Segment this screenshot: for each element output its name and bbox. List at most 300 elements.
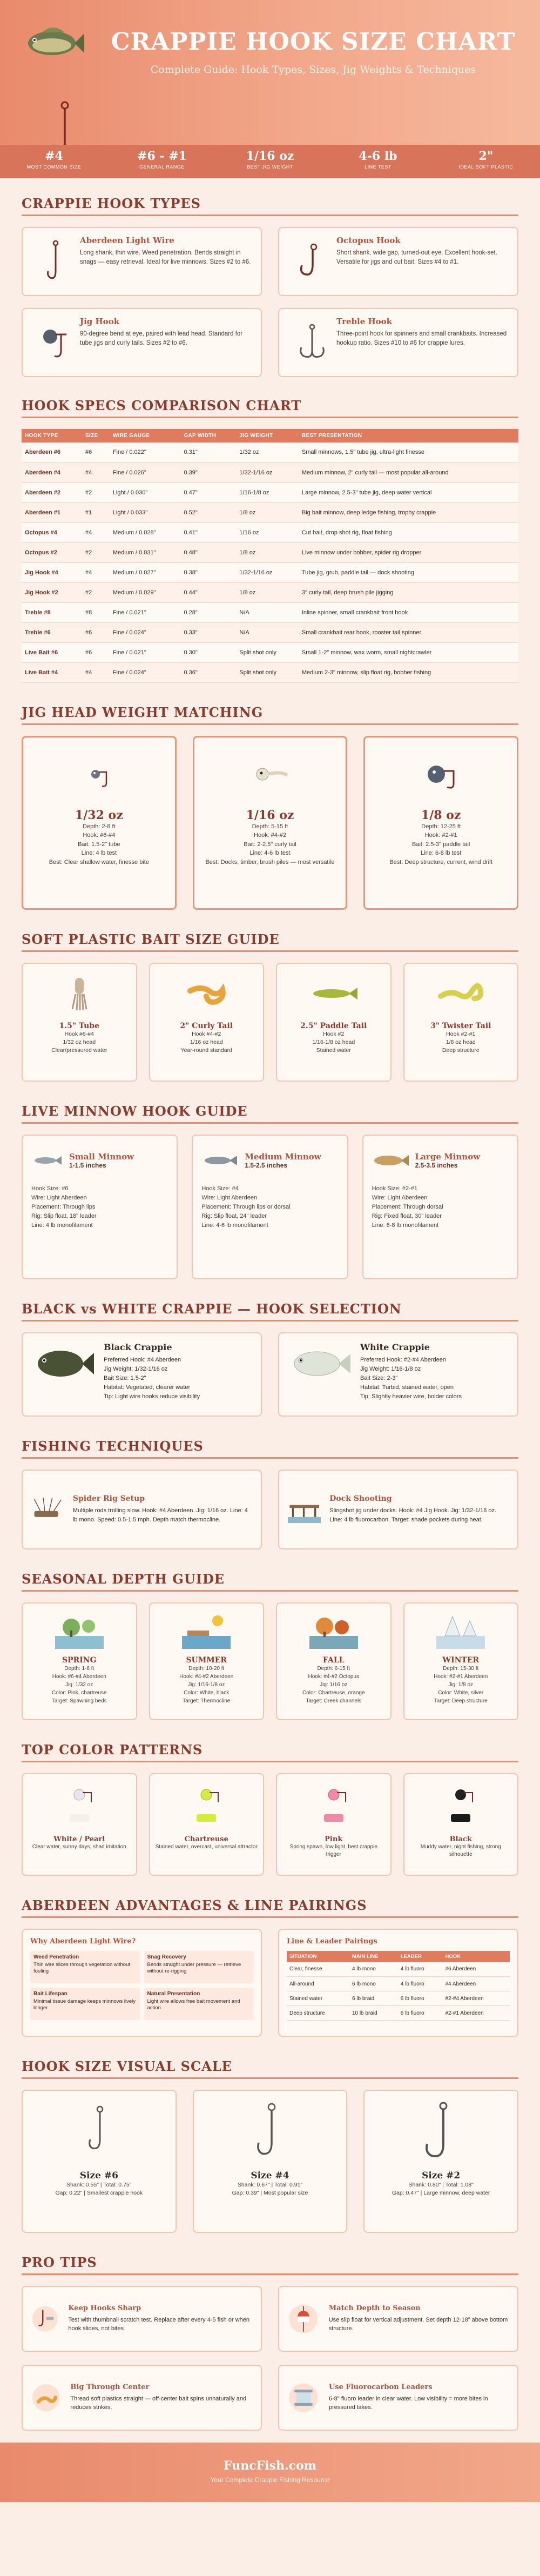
table-cell: Tube jig, grub, paddle tail — dock shooting: [299, 562, 518, 582]
pink-jig-icon: [312, 1784, 355, 1827]
twister-tail-icon: [436, 975, 485, 1012]
crappie-detail: Preferred Hook: #4 Aberdeen: [104, 1356, 181, 1363]
table-row: [287, 1962, 510, 1977]
table-cell: Octopus #2: [22, 542, 82, 562]
season-detail: Depth: 6-15 ft: [317, 1665, 350, 1672]
footer-tagline: Your Complete Crappie Fishing Resource: [210, 2476, 330, 2484]
bait-use: Year-round standard: [180, 1046, 232, 1054]
lines-header-cell: MAIN LINE: [349, 1951, 398, 1962]
table-cell: Medium / 0.029": [110, 582, 181, 602]
table-cell: Light / 0.033": [110, 502, 181, 522]
season-detail: Jig: 1/16-1/8 oz: [188, 1681, 225, 1688]
table-cell: #4: [82, 662, 110, 682]
tip-card: [278, 2286, 518, 2352]
jig-weight: 1/8 oz: [421, 808, 461, 822]
crappie-detail: Habitat: Turbid, stained water, open: [360, 1384, 454, 1391]
jig-line: Line: 6-8 lb test: [421, 850, 462, 856]
table-cell: Split shot only: [236, 642, 298, 662]
stat-item: #4 MOST COMMON SIZE: [26, 149, 82, 170]
soft-plastic-card: [276, 963, 392, 1082]
stats-bar: [0, 145, 540, 178]
medium-jig-icon: [248, 759, 292, 791]
table-cell: #6: [82, 442, 110, 462]
chartreuse-jig-icon: [185, 1784, 228, 1827]
jig-bait: Bait: 1.5-2" tube: [78, 841, 120, 848]
hook-size-2-icon: [420, 2102, 463, 2161]
black-white-section: [0, 1291, 540, 1417]
season-name: SPRING: [62, 1655, 97, 1665]
advantages-section: [0, 1888, 540, 2037]
advantage-item: Weed Penetration Thin wire slices through vegetation without fouling: [30, 1951, 140, 1983]
season-name: WINTER: [442, 1655, 480, 1665]
why-title: Why Aberdeen Light Wire?: [30, 1937, 136, 1946]
minnow-detail: Placement: Through lips: [31, 1203, 96, 1210]
hook-type-card: [22, 308, 262, 377]
table-row: [22, 622, 518, 642]
minnow-detail: Hook Size: #2-#1: [372, 1185, 418, 1192]
advantage-item: Natural Presentation Light wire allows free bait movement and action: [144, 1988, 254, 2020]
table-cell: Octopus #4: [22, 522, 82, 542]
table-cell: Live Bait #6: [22, 642, 82, 662]
specs-header-cell: WIRE GAUGE: [110, 429, 181, 442]
black-crappie-icon: [31, 1342, 96, 1385]
table-cell: 6 lb mono: [349, 1977, 398, 1991]
technique-card: [22, 1470, 262, 1549]
page-title: CRAPPIE HOOK SIZE CHART: [111, 28, 516, 56]
table-cell: 0.28": [180, 602, 236, 622]
bait-use: Deep structure: [442, 1046, 480, 1054]
hook-scale-card: [363, 2090, 518, 2233]
season-detail: Target: Spawning beds: [51, 1698, 107, 1704]
technique-name: Dock Shooting: [329, 1494, 392, 1503]
hook-type-name: Jig Hook: [80, 317, 120, 326]
table-cell: Medium / 0.028": [110, 522, 181, 542]
hook-size-gap: Gap: 0.22" | Smallest crappie hook: [55, 2190, 143, 2197]
soft-plastic-card: [403, 963, 519, 1082]
color-card: [276, 1773, 392, 1876]
soft-bait-icon: [30, 2379, 62, 2417]
tip-name: Big Through Center: [70, 2383, 150, 2391]
soft-plastic-section: [0, 922, 540, 1082]
technique-desc: Slingshot jig under docks. Hook: #4 Jig Hook. Jig: 1/32-1/16 oz. Line: 4 lb fluorocarbon. Target: shade pockets during heat.: [329, 1507, 497, 1523]
table-cell: 6 lb fluoro: [398, 1991, 443, 2006]
color-desc: Spring spawn, low light, best crappie trigger: [289, 1843, 377, 1857]
stat-item: #6 - #1 GENERAL RANGE: [137, 149, 187, 170]
season-detail: Hook: #4-#2 Octopus: [308, 1673, 359, 1680]
specs-header-cell: HOOK TYPE: [22, 429, 82, 442]
bait-hook: Hook #4-#2: [192, 1030, 221, 1037]
bait-head: 1/8 oz head: [446, 1038, 476, 1045]
table-row: [22, 462, 518, 482]
season-name: FALL: [322, 1655, 345, 1665]
table-cell: 1/8 oz: [236, 582, 298, 602]
hook-size-4-icon: [251, 2102, 289, 2161]
section-title: JIG HEAD WEIGHT MATCHING: [22, 695, 518, 725]
bait-head: 1/16-1/8 oz head: [312, 1038, 355, 1045]
minnow-name: Medium Minnow: [245, 1151, 321, 1162]
table-cell: 0.44": [180, 582, 236, 602]
white-crappie-icon: [288, 1342, 353, 1385]
table-row: [22, 522, 518, 542]
season-detail: Hook: #6-#4 Aberdeen: [52, 1673, 106, 1680]
colors-section: [0, 1732, 540, 1876]
jig-best: Best: Clear shallow water, finesse bite: [49, 858, 149, 866]
minnow-detail: Line: 4 lb monofilament: [31, 1222, 93, 1229]
table-cell: 1/32 oz: [236, 442, 298, 462]
hook-size-6-icon: [83, 2102, 115, 2161]
crappie-name: Black Crappie: [104, 1341, 172, 1352]
table-cell: #1: [82, 502, 110, 522]
crappie-fish-icon: [21, 22, 85, 62]
table-cell: #4: [82, 462, 110, 482]
black-jig-icon: [439, 1784, 482, 1827]
tip-card: [22, 2365, 262, 2431]
color-card: [149, 1773, 265, 1876]
techniques-section: [0, 1428, 540, 1549]
table-cell: Stained water: [287, 1991, 349, 2006]
bait-head: 1/16 oz head: [190, 1038, 223, 1045]
table-cell: 1/8 oz: [236, 542, 298, 562]
crappie-detail: Habitat: Vegetated, clearer water: [104, 1384, 191, 1391]
table-cell: Live Bait #4: [22, 662, 82, 682]
table-cell: Treble #8: [22, 602, 82, 622]
crappie-detail: Tip: Light wire hooks reduce visibility: [104, 1393, 200, 1400]
jig-card: [193, 736, 348, 910]
table-cell: 0.39": [180, 462, 236, 482]
stat-item: 4-6 lb LINE TEST: [359, 149, 397, 170]
paddle-tail-icon: [307, 975, 361, 1012]
table-row: [287, 1991, 510, 2006]
section-title: HOOK SIZE VISUAL SCALE: [22, 2049, 518, 2079]
tip-name: Use Fluorocarbon Leaders: [328, 2383, 433, 2391]
table-cell: All-around: [287, 1977, 349, 1991]
bait-hook: Hook #2: [323, 1030, 345, 1037]
table-cell: Aberdeen #6: [22, 442, 82, 462]
table-cell: Deep structure: [287, 2006, 349, 2021]
bait-name: 2.5" Paddle Tail: [300, 1021, 367, 1030]
season-detail: Depth: 15-30 ft: [443, 1665, 479, 1672]
hook-size-dims: Shank: 0.67" | Total: 0.91": [237, 2181, 303, 2188]
seasons-section: [0, 1561, 540, 1720]
minnow-name: Large Minnow: [415, 1151, 481, 1162]
soft-plastic-card: [22, 963, 137, 1082]
octopus-hook-icon: [299, 243, 326, 280]
white-jig-icon: [58, 1784, 101, 1827]
table-cell: Jig Hook #2: [22, 582, 82, 602]
color-desc: Clear water, sunny days, shad imitation: [32, 1843, 126, 1850]
color-card: [22, 1773, 137, 1876]
jig-depth: Depth: 2-8 ft: [83, 823, 116, 830]
hook-size-dims: Shank: 0.55" | Total: 0.75": [66, 2181, 132, 2188]
bobber-icon: [287, 2300, 320, 2338]
table-cell: 3" curly tail, deep brush pile jigging: [299, 582, 518, 602]
line-spool-icon: [287, 2379, 320, 2417]
crappie-name: White Crappie: [360, 1341, 430, 1352]
hook-size-gap: Gap: 0.39" | Most popular size: [232, 2190, 308, 2197]
season-card: [403, 1602, 519, 1720]
table-row: [22, 562, 518, 582]
season-name: SUMMER: [186, 1655, 227, 1665]
table-row: [22, 662, 518, 682]
section-title: BLACK vs WHITE CRAPPIE — HOOK SELECTION: [22, 1291, 518, 1321]
hook-type-desc: Long shank, thin wire. Weed penetration. Bends straight in snags — easy retrieval. Ideal for live minnows. Sizes #2 to #6.: [80, 250, 251, 265]
table-cell: Fine / 0.021": [110, 642, 181, 662]
minnow-detail: Hook Size: #4: [201, 1185, 239, 1192]
table-row: [22, 482, 518, 502]
minnow-detail: Hook Size: #6: [31, 1185, 69, 1192]
jig-bait: Bait: 2.5-3" paddle tail: [412, 841, 470, 848]
footer-brand-link[interactable]: FuncFish.com: [224, 2458, 316, 2473]
hook-size-name: Size #6: [79, 2170, 118, 2181]
hook-type-desc: 90-degree bend at eye, paired with lead head. Standard for tube jigs and curly tails. Sizes #2 to #6.: [80, 331, 243, 346]
table-cell: #2: [82, 542, 110, 562]
aberdeen-hook-icon: [45, 240, 66, 283]
table-cell: Fine / 0.022": [110, 442, 181, 462]
table-cell: #2-#1 Aberdeen: [442, 2006, 510, 2021]
table-cell: Live minnow under bobber, spider rig dropper: [299, 542, 518, 562]
crappie-card: [278, 1332, 518, 1417]
table-cell: Small 1-2" minnow, wax worm, small nightcrawler: [299, 642, 518, 662]
bait-use: Stained water: [316, 1046, 351, 1054]
specs-header-cell: GAP WIDTH: [180, 429, 236, 442]
table-cell: Aberdeen #1: [22, 502, 82, 522]
table-cell: 0.36": [180, 662, 236, 682]
table-cell: 0.52": [180, 502, 236, 522]
table-cell: Large minnow, 2.5-3" tube jig, deep water vertical: [299, 482, 518, 502]
bait-use: Clear/pressured water: [51, 1046, 107, 1054]
minnow-detail: Rig: Fixed float, 30" leader: [372, 1212, 442, 1219]
hook-type-card: [278, 308, 518, 377]
jig-weight: 1/16 oz: [246, 808, 294, 822]
season-detail: Jig: 1/32 oz: [65, 1681, 93, 1688]
table-cell: #4: [82, 522, 110, 542]
table-cell: #6 Aberdeen: [442, 1962, 510, 1977]
table-cell: #4 Aberdeen: [442, 1977, 510, 1991]
table-row: [22, 542, 518, 562]
crappie-detail: Jig Weight: 1/32-1/16 oz: [104, 1365, 168, 1372]
jig-depth: Depth: 5-15 ft: [252, 823, 288, 830]
why-aberdeen-card: [22, 1929, 262, 2037]
minnow-name: Small Minnow: [69, 1151, 134, 1162]
hook-type-desc: Three-point hook for spinners and small crankbaits. Increased hookup ratio. Sizes #10 to #6 for crappie lures.: [336, 331, 507, 346]
bait-name: 3" Twister Tail: [430, 1021, 491, 1030]
table-cell: 1/16 oz: [236, 522, 298, 542]
table-cell: Medium / 0.031": [110, 542, 181, 562]
table-cell: Big bait minnow, deep ledge fishing, trophy crappie: [299, 502, 518, 522]
table-cell: #2: [82, 482, 110, 502]
specs-header-cell: SIZE: [82, 429, 110, 442]
tip-card: [278, 2365, 518, 2431]
minnow-detail: Placement: Through lips or dorsal: [201, 1203, 291, 1210]
table-cell: 0.38": [180, 562, 236, 582]
line-pairings-table: [287, 1951, 510, 2021]
table-cell: 1/32-1/16 oz: [236, 562, 298, 582]
small-jig-icon: [83, 759, 115, 791]
tip-desc: Thread soft plastics straight — off-center bait spins unnaturally and reduces strikes.: [70, 2395, 247, 2411]
color-desc: Muddy water, night fishing, strong silhouette: [420, 1843, 501, 1857]
season-detail: Hook: #4-#2 Aberdeen: [179, 1673, 234, 1680]
table-cell: #4: [82, 562, 110, 582]
season-detail: Hook: #2-#1 Aberdeen: [434, 1673, 488, 1680]
table-cell: Treble #6: [22, 622, 82, 642]
color-desc: Stained water, overcast, universal attractor: [155, 1843, 258, 1850]
minnow-size: 1.5-2.5 inches: [245, 1161, 288, 1169]
jig-line: Line: 4-6 lb test: [249, 850, 291, 856]
jig-card: [363, 736, 518, 910]
advantage-item: Bait Lifespan Minimal tissue damage keeps minnows lively longer: [30, 1988, 140, 2020]
table-row: [22, 442, 518, 462]
jig-best: Best: Deep structure, current, wind drift: [389, 858, 493, 866]
table-cell: Small crankbait rear hook, rooster tail spinner: [299, 622, 518, 642]
table-row: [22, 642, 518, 662]
color-name: Pink: [325, 1835, 343, 1843]
minnow-detail: Wire: Light Aberdeen: [372, 1194, 428, 1201]
section-title: LIVE MINNOW HOOK GUIDE: [22, 1094, 518, 1124]
summer-icon: [182, 1611, 231, 1649]
color-swatch: [197, 1814, 216, 1822]
jig-depth: Depth: 12-25 ft: [421, 823, 461, 830]
spring-icon: [55, 1611, 104, 1649]
season-detail: Target: Thermocline: [183, 1698, 231, 1704]
dock-icon: [288, 1485, 321, 1534]
hook-size-name: Size #4: [251, 2170, 289, 2181]
hook-size-gap: Gap: 0.47" | Large minnow, deep water: [392, 2190, 490, 2197]
minnow-card: [22, 1135, 178, 1279]
season-detail: Depth: 1-6 ft: [64, 1665, 94, 1672]
technique-desc: Multiple rods trolling slow. Hook: #4 Aberdeen. Jig: 1/16 oz. Line: 4 lb mono. Speed: 0.5-1.5 mph. Depth match thermocline.: [72, 1507, 248, 1523]
section-title: FISHING TECHNIQUES: [22, 1428, 518, 1459]
table-cell: Aberdeen #4: [22, 462, 82, 482]
crappie-detail: Tip: Slightly heavier wire, bolder colors: [360, 1393, 462, 1400]
hook-type-desc: Short shank, wide gap, turned-out eye. Excellent hook-set. Versatile for jigs and cut bait. Sizes #4 to #1.: [336, 250, 497, 265]
table-cell: #2: [82, 582, 110, 602]
jig-bait: Bait: 2-2.5" curly tail: [244, 841, 296, 848]
table-row: [287, 1977, 510, 1991]
minnow-detail: Line: 4-6 lb monofilament: [201, 1222, 268, 1229]
visual-scale-section: [0, 2049, 540, 2233]
tube-bait-icon: [60, 975, 98, 1012]
minnow-section: [0, 1094, 540, 1279]
season-detail: Target: Deep structure: [434, 1698, 488, 1704]
jig-card: [22, 736, 177, 910]
jig-line: Line: 4 lb test: [81, 850, 117, 856]
table-cell: #6: [82, 622, 110, 642]
table-cell: Cut bait, drop shot rig, float fishing: [299, 522, 518, 542]
small-minnow-icon: [31, 1152, 64, 1169]
table-cell: Medium 2-3" minnow, slip float rig, bobber fishing: [299, 662, 518, 682]
table-cell: N/A: [236, 602, 298, 622]
minnow-detail: Line: 6-8 lb monofilament: [372, 1222, 439, 1229]
footer: [0, 2443, 540, 2502]
table-cell: Fine / 0.024": [110, 662, 181, 682]
table-cell: Small minnows, 1.5" tube jig, ultra-light finesse: [299, 442, 518, 462]
table-cell: Clear, finesse: [287, 1962, 349, 1977]
section-title: CRAPPIE HOOK TYPES: [22, 186, 518, 216]
season-detail: Target: Creek channels: [306, 1698, 362, 1704]
tip-card: [22, 2286, 262, 2352]
table-row: [22, 502, 518, 522]
crappie-detail: Bait Size: 2-3": [360, 1374, 398, 1381]
specs-header-cell: BEST PRESENTATION: [299, 429, 518, 442]
table-cell: Fine / 0.024": [110, 622, 181, 642]
jig-hook: Hook: #2-#1: [424, 832, 457, 838]
color-name: White / Pearl: [53, 1835, 105, 1843]
season-detail: Jig: 1/8 oz: [448, 1681, 474, 1688]
lines-header-cell: HOOK: [442, 1951, 510, 1962]
sharpen-hook-icon: [30, 2300, 59, 2338]
table-cell: 0.30": [180, 642, 236, 662]
table-cell: 0.48": [180, 542, 236, 562]
jig-weight: 1/32 oz: [75, 808, 123, 822]
table-cell: 1/32-1/16 oz: [236, 462, 298, 482]
minnow-detail: Rig: Slip float, 18" leader: [31, 1212, 97, 1219]
technique-card: [278, 1470, 518, 1549]
tip-desc: Use slip float for vertical adjustment. Set depth 12-18" above bottom structure.: [328, 2316, 508, 2332]
table-cell: Medium / 0.027": [110, 562, 181, 582]
tip-desc: Test with thumbnail scratch test. Replace after every 4-5 fish or when hook slides, not bites: [68, 2316, 249, 2332]
color-swatch: [324, 1814, 343, 1822]
specs-header-cell: JIG WEIGHT: [236, 429, 298, 442]
color-name: Chartreuse: [184, 1835, 228, 1843]
season-detail: Color: Pink, chartreuse: [51, 1689, 107, 1696]
minnow-size: 1-1.5 inches: [69, 1161, 106, 1169]
table-cell: Aberdeen #2: [22, 482, 82, 502]
season-detail: Jig: 1/16 oz: [320, 1681, 348, 1688]
large-jig-icon: [422, 759, 460, 791]
page-subtitle: Complete Guide: Hook Types, Sizes, Jig Weights & Techniques: [150, 64, 476, 76]
table-cell: 4 lb fluoro: [398, 1962, 443, 1977]
table-cell: 0.47": [180, 482, 236, 502]
soft-plastic-card: [149, 963, 265, 1082]
table-cell: #2-#4 Aberdeen: [442, 1991, 510, 2006]
hook-type-card: [22, 227, 262, 296]
section-title: PRO TIPS: [22, 2245, 518, 2275]
table-cell: Jig Hook #4: [22, 562, 82, 582]
section-title: SEASONAL DEPTH GUIDE: [22, 1561, 518, 1592]
hook-size-name: Size #2: [422, 2170, 461, 2181]
season-detail: Color: White, black: [184, 1689, 230, 1696]
tip-desc: 6-8" fluoro leader in clear water. Low visibility = more bites in pressured lakes.: [328, 2395, 488, 2411]
bait-hook: Hook #6-#4: [64, 1030, 94, 1037]
season-card: [149, 1602, 265, 1720]
table-row: [22, 602, 518, 622]
season-detail: Depth: 10-20 ft: [188, 1665, 225, 1672]
treble-hook-icon: [296, 324, 328, 361]
table-row: [22, 582, 518, 602]
table-cell: 6 lb braid: [349, 1991, 398, 2006]
large-minnow-icon: [372, 1151, 410, 1170]
section-title: HOOK SPECS COMPARISON CHART: [22, 388, 518, 418]
hook-scale-card: [193, 2090, 348, 2233]
hook-type-name: Treble Hook: [336, 317, 393, 326]
jig-hook: Hook: #4-#2: [254, 832, 286, 838]
minnow-card: [192, 1135, 348, 1279]
crappie-detail: Bait Size: 1.5-2": [104, 1374, 146, 1381]
crappie-detail: Preferred Hook: #2-#4 Aberdeen: [360, 1356, 446, 1363]
tip-name: Match Depth to Season: [328, 2304, 421, 2312]
minnow-size: 2.5-3.5 inches: [415, 1161, 458, 1169]
minnow-detail: Rig: Slip float, 24" leader: [201, 1212, 267, 1219]
advantage-item: Snag Recovery Bends straight under pressure — retrieve without re-rigging: [144, 1951, 254, 1983]
stat-item: 2" IDEAL SOFT PLASTIC: [458, 149, 514, 170]
table-cell: Split shot only: [236, 662, 298, 682]
color-name: Black: [449, 1835, 472, 1843]
table-cell: Fine / 0.026": [110, 462, 181, 482]
jig-hook: Hook: #6-#4: [83, 832, 116, 838]
table-cell: #8: [82, 602, 110, 622]
medium-minnow-icon: [201, 1152, 239, 1169]
table-cell: 6 lb fluoro: [398, 2006, 443, 2021]
